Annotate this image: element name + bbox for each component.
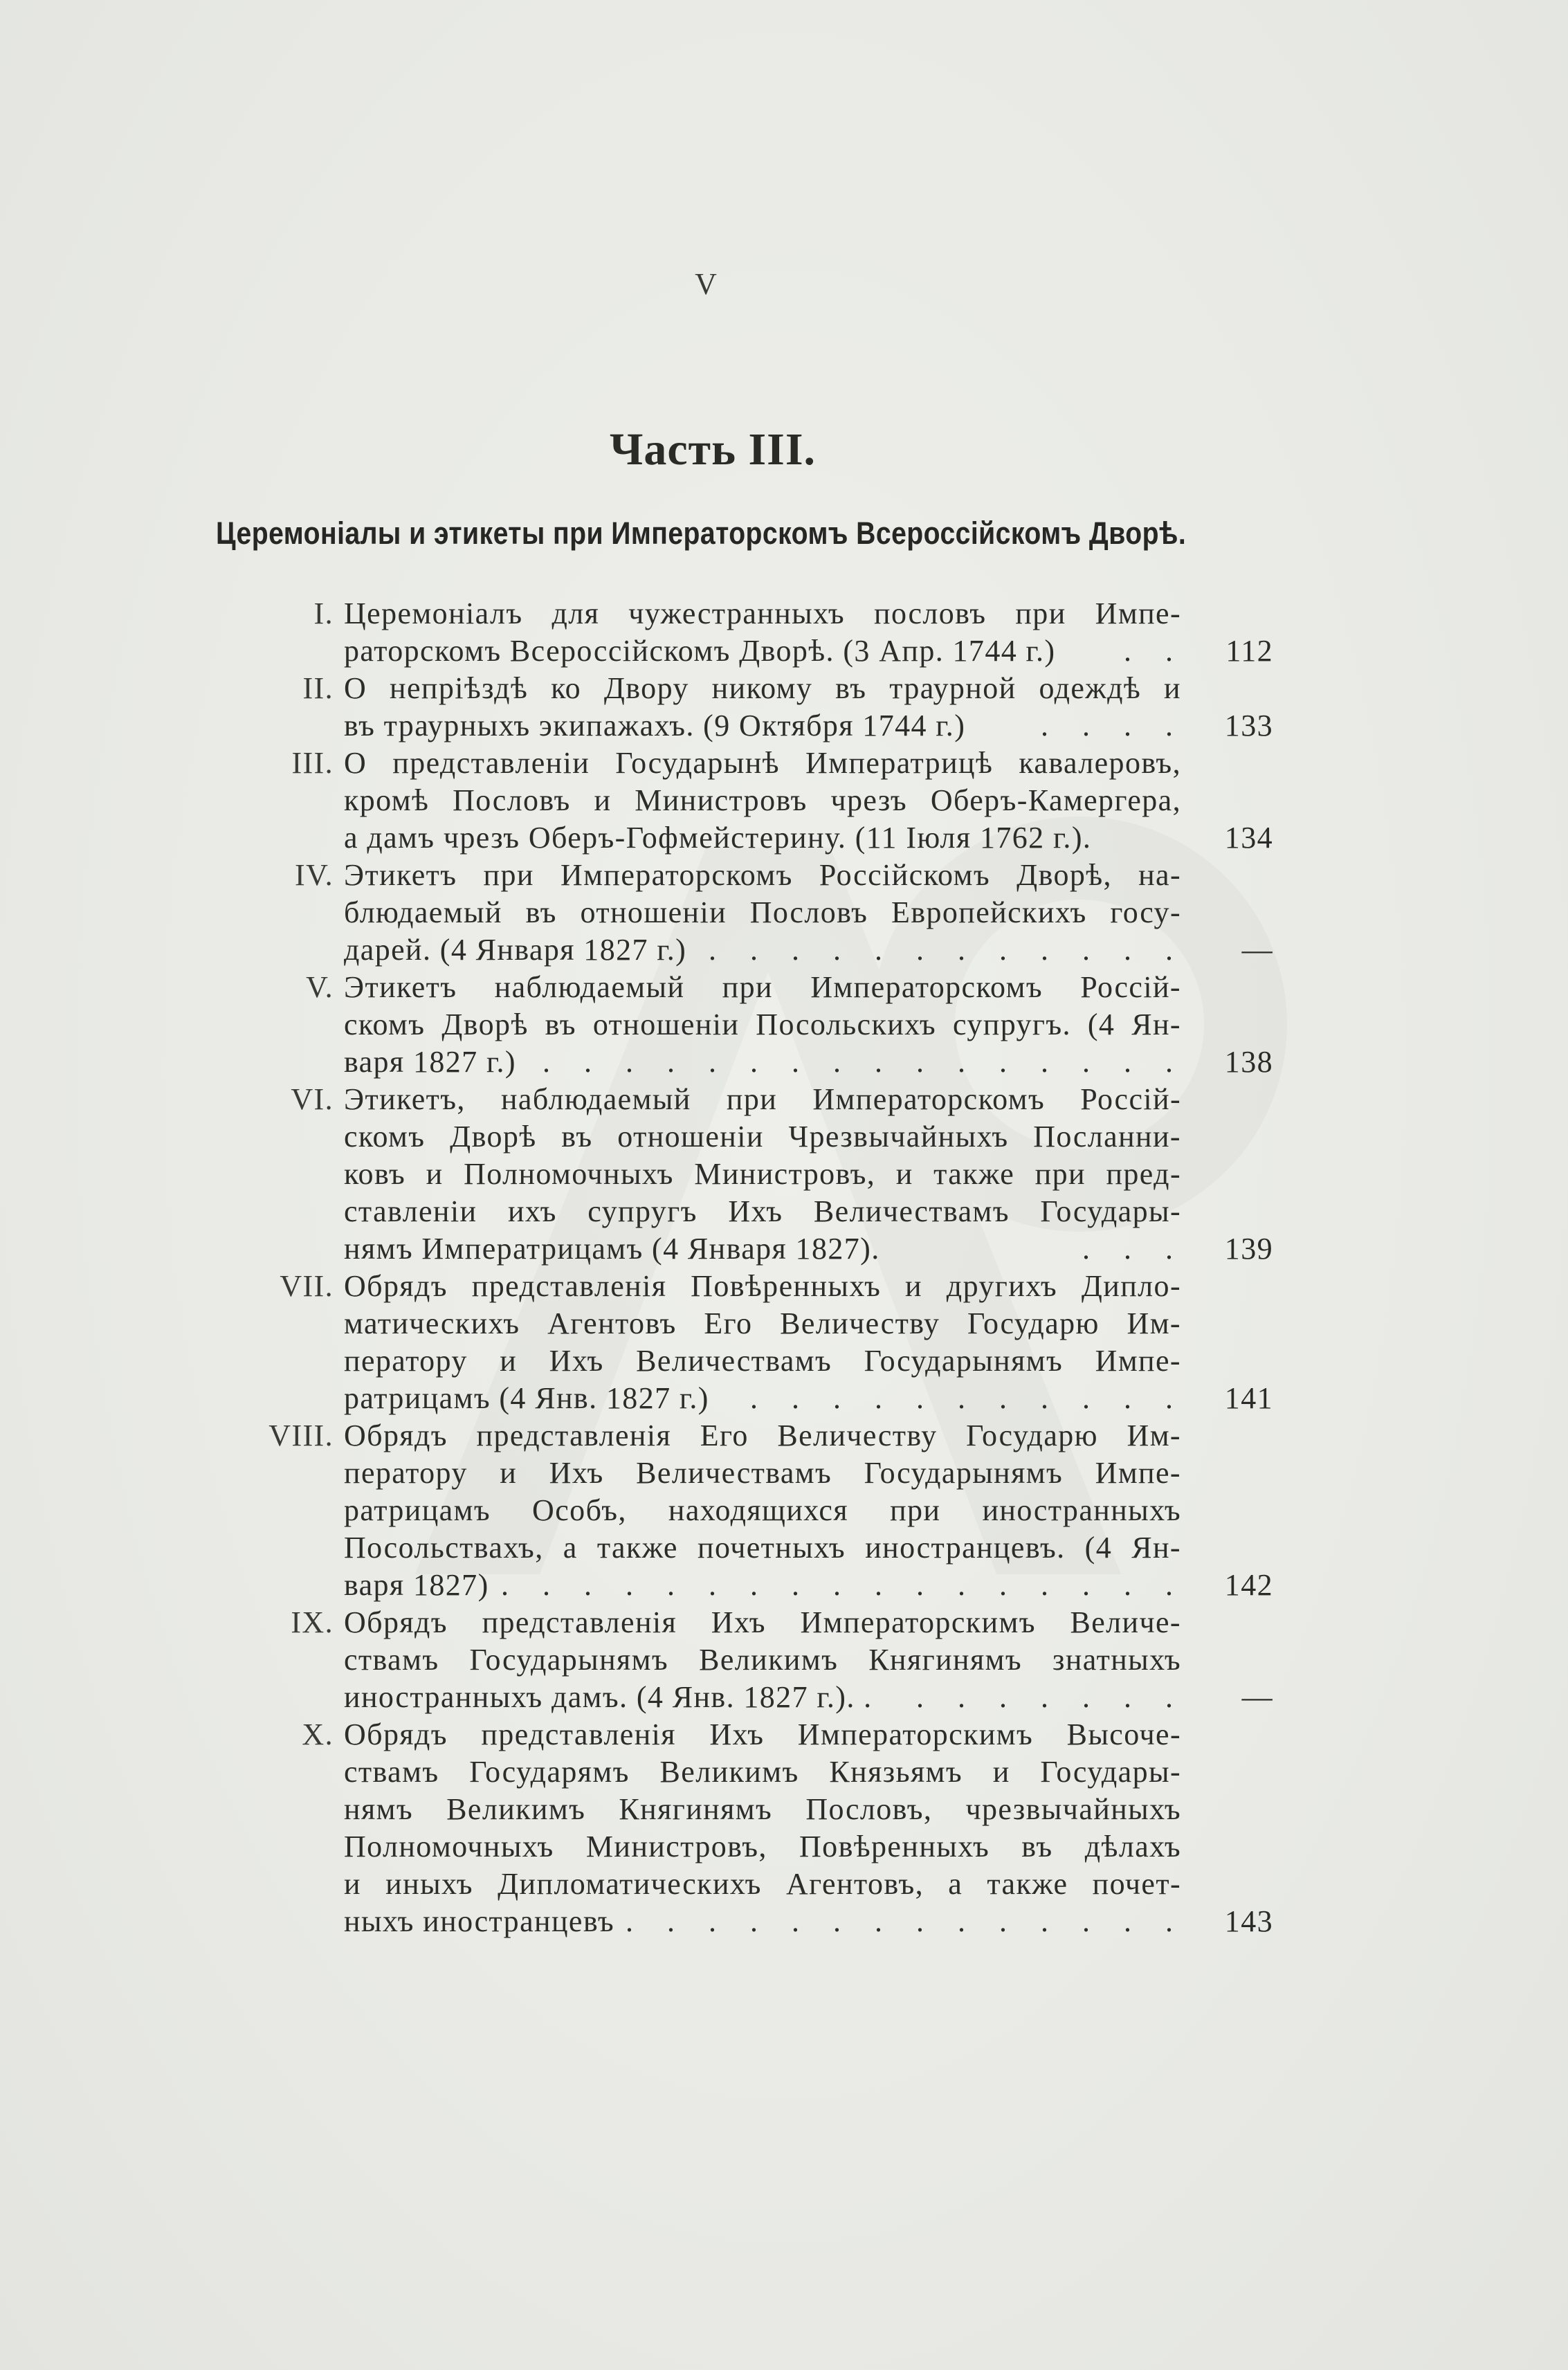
toc-entry bbox=[0, 969, 1568, 1081]
entry-text: Посольствахъ, а также почетныхъ иностранцевъ. (4 Ян- bbox=[344, 1531, 1181, 1565]
toc-entry bbox=[0, 1716, 1568, 1940]
toc-entry-line bbox=[0, 1156, 1568, 1193]
entry-text: скомъ Дворѣ въ отношеніи Чрезвычайныхъ Посланни- bbox=[344, 1120, 1181, 1154]
toc-entry-line bbox=[0, 1753, 1568, 1791]
toc-entry-line bbox=[0, 1380, 1568, 1417]
dot-leader: . . bbox=[1124, 634, 1186, 668]
entry-text: ствамъ Государынямъ Великимъ Княгинямъ знатныхъ bbox=[344, 1643, 1181, 1677]
dot-leader: . . . . . . . . . . . . . . . . . bbox=[501, 1568, 1186, 1602]
entry-page-number: 139 bbox=[1224, 1232, 1273, 1266]
entry-page-number: — bbox=[1241, 1680, 1273, 1714]
entry-text: Церемоніалъ для чужестранныхъ пословъ при Импе- bbox=[344, 596, 1181, 630]
entry-page-number: 133 bbox=[1224, 709, 1273, 742]
toc-entry-line bbox=[0, 595, 1568, 632]
toc-entry-line bbox=[0, 1529, 1568, 1567]
entry-text: О непріѣздѣ ко Двору никому въ траурной одеждѣ и bbox=[344, 671, 1181, 705]
entry-text: О представленіи Государынѣ Императрицѣ кавалеровъ, bbox=[344, 746, 1181, 780]
entry-text: Обрядъ представленія Его Величеству Государю Им- bbox=[344, 1419, 1181, 1452]
toc-entry-line bbox=[0, 1866, 1568, 1903]
toc-entry-line bbox=[0, 670, 1568, 707]
entry-text: кромѣ Пословъ и Министровъ чрезъ Оберъ-Камергера, bbox=[344, 783, 1181, 817]
toc-entry-line bbox=[0, 1193, 1568, 1230]
dot-leader: . . . . . . . . . . . . . . bbox=[626, 1904, 1186, 1938]
entry-text: ныхъ иностранцевъ bbox=[344, 1904, 615, 1938]
toc-entry-line bbox=[0, 1455, 1568, 1492]
toc-entry bbox=[0, 595, 1568, 670]
entry-text: ствамъ Государямъ Великимъ Князьямъ и Государы- bbox=[344, 1755, 1181, 1789]
entry-numeral: X. bbox=[302, 1717, 334, 1751]
entry-numeral: I. bbox=[313, 596, 334, 630]
toc-entry-line bbox=[0, 707, 1568, 745]
entry-text: нямъ Великимъ Княгинямъ Пословъ, чрезвычайныхъ bbox=[344, 1792, 1181, 1826]
toc-entry-line bbox=[0, 1492, 1568, 1529]
entry-text: ковъ и Полномочныхъ Министровъ, и также при пред- bbox=[344, 1157, 1181, 1191]
entry-text: ператору и Ихъ Величествамъ Государынямъ Импе- bbox=[344, 1344, 1181, 1378]
toc-entry-line bbox=[0, 1641, 1568, 1679]
entry-page-number: — bbox=[1241, 933, 1273, 967]
entry-text: Этикетъ при Императорскомъ Россійскомъ Дворѣ, на- bbox=[344, 858, 1181, 892]
entry-text: варя 1827) bbox=[344, 1568, 489, 1602]
entry-text: Полномочныхъ Министровъ, Повѣренныхъ въ дѣлахъ bbox=[344, 1830, 1181, 1863]
entry-numeral: VIII. bbox=[268, 1419, 334, 1452]
toc-entry-line bbox=[0, 1604, 1568, 1641]
dot-leader: . . . . . . . . . . . . bbox=[709, 933, 1186, 967]
entry-text: ператору и Ихъ Величествамъ Государынямъ Импе- bbox=[344, 1456, 1181, 1490]
toc-entry-line bbox=[0, 1006, 1568, 1043]
entry-text: ратрицамъ (4 Янв. 1827 г.) bbox=[344, 1381, 709, 1415]
part-subtitle: Церемоніалы и этикеты при Императорскомъ Всероссійскомъ Дворѣ. bbox=[216, 516, 1187, 551]
entry-text: Обрядъ представленія Ихъ Императорскимъ Величе- bbox=[344, 1605, 1181, 1639]
toc-entry bbox=[0, 1268, 1568, 1417]
toc-entry-line bbox=[0, 1268, 1568, 1305]
entry-text: дарей. (4 Января 1827 г.) bbox=[344, 933, 687, 967]
entry-page-number: 138 bbox=[1224, 1045, 1273, 1079]
table-of-contents bbox=[0, 595, 1568, 1940]
dot-leader: . . . bbox=[1082, 1232, 1186, 1266]
toc-entry-line bbox=[0, 857, 1568, 894]
entry-text: ставленіи ихъ супругъ Ихъ Величествамъ Государы- bbox=[344, 1194, 1181, 1228]
entry-text: матическихъ Агентовъ Его Величеству Государю Им- bbox=[344, 1306, 1181, 1340]
entry-text: Этикетъ наблюдаемый при Императорскомъ Россій- bbox=[344, 970, 1181, 1004]
dot-leader: . . . . bbox=[1041, 709, 1186, 742]
toc-entry-line bbox=[0, 1342, 1568, 1380]
entry-page-number: 141 bbox=[1224, 1381, 1273, 1415]
toc-entry-line bbox=[0, 1417, 1568, 1455]
dot-leader: . . . . . . . . . . . bbox=[750, 1381, 1186, 1415]
toc-entry-line bbox=[0, 1716, 1568, 1753]
entry-text: а дамъ чрезъ Оберъ-Гофмейстерину. (11 Іюля 1762 г.). bbox=[344, 821, 1092, 855]
toc-entry-line bbox=[0, 1903, 1568, 1940]
toc-entry bbox=[0, 670, 1568, 745]
entry-text: Обрядъ представленія Повѣренныхъ и другихъ Дипло- bbox=[344, 1269, 1181, 1303]
entry-text: скомъ Дворѣ въ отношеніи Посольскихъ супругъ. (4 Ян- bbox=[344, 1008, 1181, 1041]
toc-entry-line bbox=[0, 1679, 1568, 1716]
toc-entry-line bbox=[0, 1567, 1568, 1604]
entry-text: Обрядъ представленія Ихъ Императорскимъ Высоче- bbox=[344, 1717, 1181, 1751]
toc-entry-line bbox=[0, 1081, 1568, 1118]
entry-page-number: 143 bbox=[1224, 1904, 1273, 1938]
entry-text: Этикетъ, наблюдаемый при Императорскомъ Россій- bbox=[344, 1082, 1181, 1116]
toc-entry bbox=[0, 1417, 1568, 1604]
entry-text: варя 1827 г.) bbox=[344, 1045, 516, 1079]
entry-text: раторскомъ Всероссійскомъ Дворѣ. (3 Апр. 1744 г.) bbox=[344, 634, 1056, 668]
entry-page-number: 134 bbox=[1224, 821, 1273, 855]
entry-text: въ траурныхъ экипажахъ. (9 Октября 1744 г.) bbox=[344, 709, 966, 742]
entry-numeral: IV. bbox=[295, 858, 334, 892]
entry-text: иностранныхъ дамъ. (4 Янв. 1827 г.). . bbox=[344, 1680, 873, 1714]
entry-numeral: VI. bbox=[291, 1082, 334, 1116]
toc-entry-line bbox=[0, 1828, 1568, 1866]
entry-text: блюдаемый въ отношеніи Пословъ Европейскихъ госу- bbox=[344, 895, 1181, 929]
toc-entry-line bbox=[0, 931, 1568, 969]
entry-numeral: V. bbox=[306, 970, 334, 1004]
part-title: Часть III. bbox=[609, 424, 817, 475]
toc-entry-line bbox=[0, 1305, 1568, 1342]
toc-entry bbox=[0, 745, 1568, 857]
toc-entry-line bbox=[0, 1791, 1568, 1828]
toc-entry-line bbox=[0, 1118, 1568, 1156]
toc-entry bbox=[0, 1081, 1568, 1268]
toc-entry-line bbox=[0, 745, 1568, 782]
entry-numeral: VII. bbox=[280, 1269, 334, 1303]
page-number-roman: V bbox=[695, 267, 717, 301]
toc-entry bbox=[0, 857, 1568, 969]
toc-entry-line bbox=[0, 969, 1568, 1006]
toc-entry-line bbox=[0, 1043, 1568, 1081]
entry-text: ратрицамъ Особъ, находящихся при иностранныхъ bbox=[344, 1493, 1181, 1527]
entry-text: и иныхъ Дипломатическихъ Агентовъ, а также почет- bbox=[344, 1867, 1181, 1901]
entry-numeral: II. bbox=[302, 671, 334, 705]
toc-entry-line bbox=[0, 782, 1568, 819]
toc-entry bbox=[0, 1604, 1568, 1716]
dot-leader: . . . . . . . . . . . . . . . . bbox=[543, 1045, 1186, 1079]
dot-leader: . . . . . . . bbox=[916, 1680, 1186, 1714]
entry-numeral: III. bbox=[291, 746, 334, 780]
toc-entry-line bbox=[0, 819, 1568, 857]
toc-entry-line bbox=[0, 632, 1568, 670]
entry-page-number: 142 bbox=[1224, 1568, 1273, 1602]
toc-entry-line bbox=[0, 1230, 1568, 1268]
toc-entry-line bbox=[0, 894, 1568, 931]
entry-text: нямъ Императрицамъ (4 Января 1827). bbox=[344, 1232, 880, 1266]
entry-numeral: IX. bbox=[291, 1605, 334, 1639]
entry-page-number: 112 bbox=[1225, 634, 1273, 668]
